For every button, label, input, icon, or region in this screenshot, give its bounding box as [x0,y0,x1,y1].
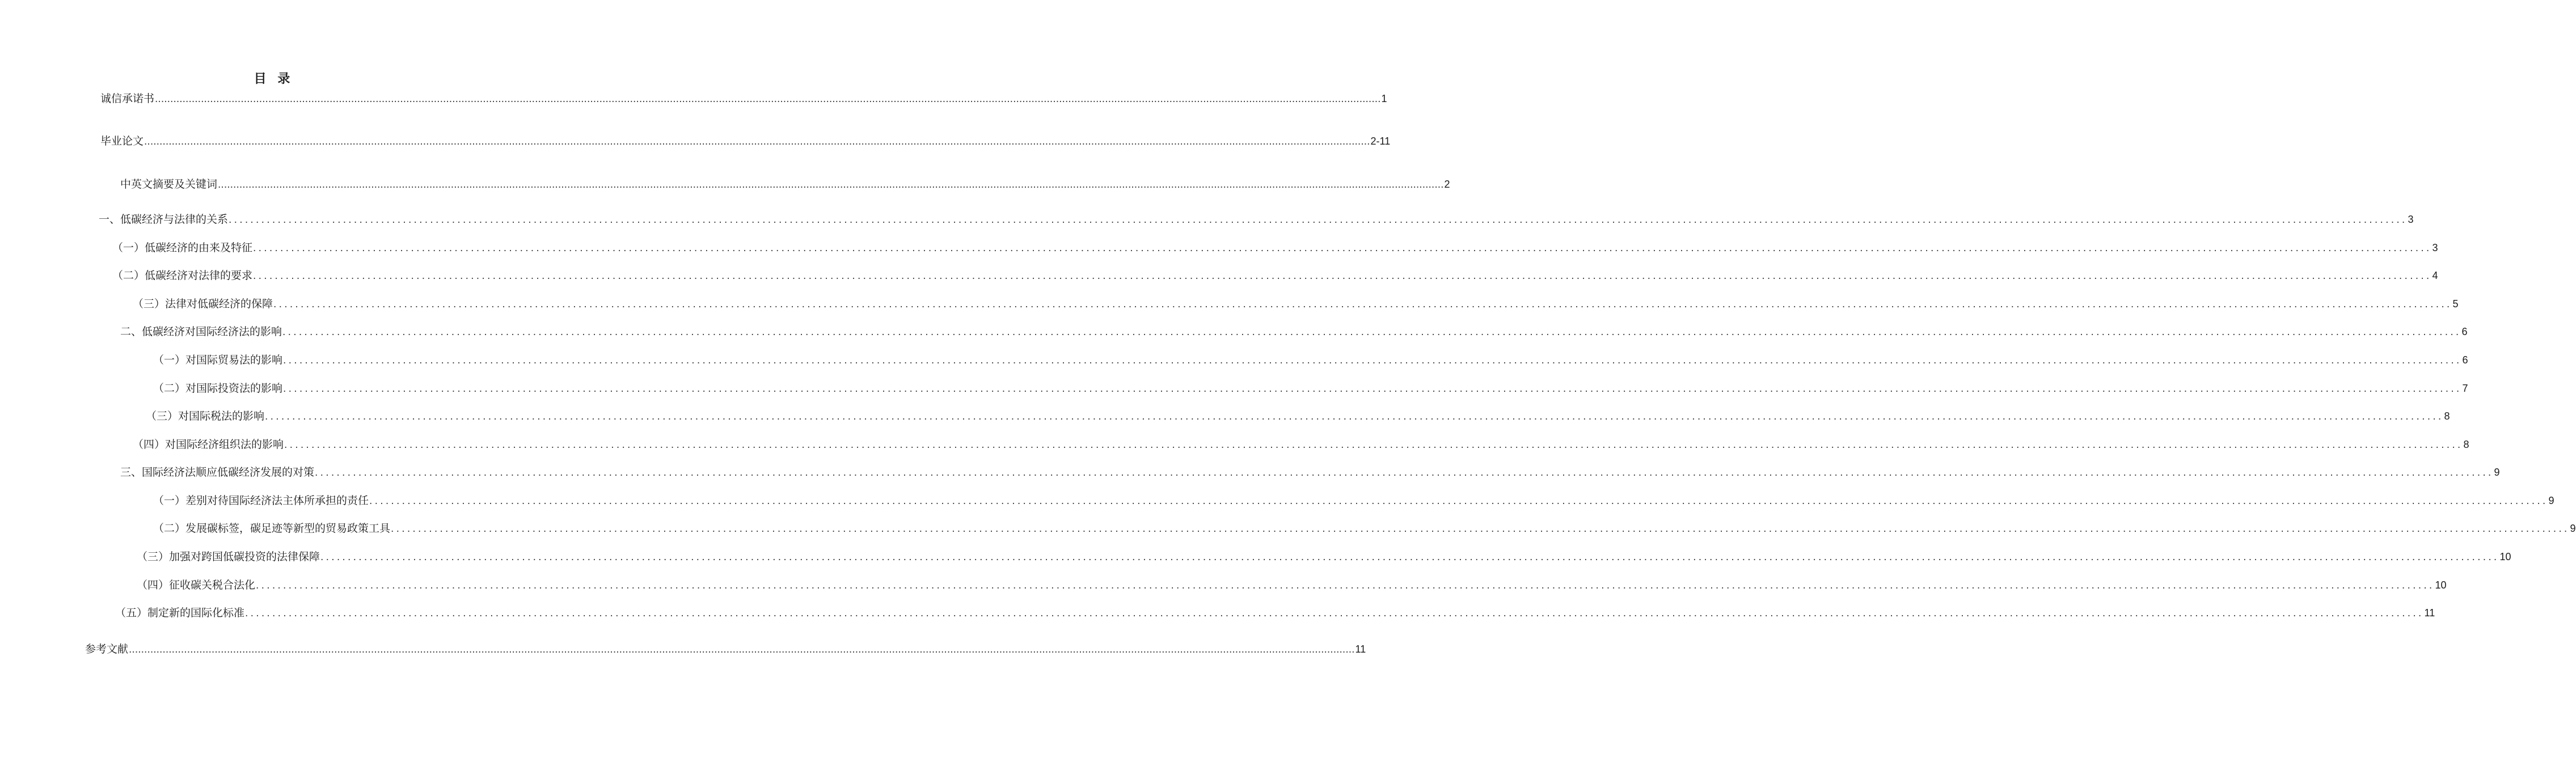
toc-leader: ................................................................................................................................................................................................................................................................................................................................................................................................................ [155,94,1381,105]
toc-leader: ................................................................................................................................................................................................................................................................................................................................................................................................................ [391,523,2570,535]
toc-page-number: 9 [2570,523,2576,534]
toc-leader: ................................................................................................................................................................................................................................................................................................................................................................................................................ [320,552,2499,563]
toc-entry-3-2[interactable] [153,521,2576,536]
toc-leader: ................................................................................................................................................................................................................................................................................................................................................................................................................ [315,467,2494,479]
toc-label: （三）法律对低碳经济的保障 [133,298,273,310]
toc-label: 二、低碳经济对国际经济法的影响 [120,325,282,338]
toc-page-number: 4 [2432,270,2438,281]
toc-leader: ................................................................................................................................................................................................................................................................................................................................................................................................................ [253,243,2432,254]
toc-title: 目 录 [254,72,294,86]
toc-leader: ................................................................................................................................................................................................................................................................................................................................................................................................................ [245,608,2424,619]
toc-entry-3-1[interactable] [153,493,2554,508]
toc-leader: ................................................................................................................................................................................................................................................................................................................................................................................................................ [144,136,1370,147]
toc-leader: ................................................................................................................................................................................................................................................................................................................................................................................................................ [283,355,2462,366]
toc-label: （三）对国际税法的影响 [146,410,265,422]
toc-label: 毕业论文 [100,135,144,147]
toc-leader: ................................................................................................................................................................................................................................................................................................................................................................................................................ [369,496,2548,507]
toc-label: 三、国际经济法顺应低碳经济发展的对策 [120,466,315,479]
toc-label: （二）发展碳标签，碳足迹等新型的贸易政策工具 [153,522,391,535]
toc-label: （二）低碳经济对法律的要求 [112,269,253,282]
toc-label: （一）差别对待国际经济法主体所承担的责任 [153,494,369,507]
toc-leader: ................................................................................................................................................................................................................................................................................................................................................................................................................ [273,299,2452,310]
toc-label: （二）对国际投资法的影响 [153,382,283,395]
toc-leader: ................................................................................................................................................................................................................................................................................................................................................................................................................ [256,580,2435,591]
toc-entry-2-2[interactable] [153,381,2468,396]
toc-entry-chapter-3[interactable] [120,465,2500,480]
toc-label: （四）对国际经济组织法的影响 [133,438,284,451]
toc-label: 诚信承诺书 [100,92,155,105]
toc-page-number: 2-11 [1370,136,1391,147]
toc-page-number: 10 [2435,579,2447,591]
toc-label: （四）征收碳关税合法化 [137,579,256,591]
toc-leader: ................................................................................................................................................................................................................................................................................................................................................................................................................ [129,644,1355,655]
toc-label: （一）低碳经济的由来及特征 [112,242,253,254]
toc-leader: ................................................................................................................................................................................................................................................................................................................................................................................................................ [282,327,2461,338]
toc-page-number: 3 [2408,214,2414,225]
toc-page-number: 3 [2432,242,2438,253]
toc-entry-integrity-pledge[interactable] [100,91,1387,106]
toc-page-number: 10 [2499,551,2511,562]
toc-entry-1-1[interactable] [112,240,2438,255]
toc-entry-2-4[interactable] [133,437,2469,452]
toc-leader: ................................................................................................................................................................................................................................................................................................................................................................................................................ [265,411,2444,422]
toc-page-number: 1 [1381,93,1387,104]
toc-page-number: 6 [2462,354,2468,366]
toc-label: （三）加强对跨国低碳投资的法律保障 [137,551,320,563]
toc-page-number: 2 [1444,179,1450,190]
toc-entry-2-1[interactable] [153,353,2468,367]
toc-entry-1-2[interactable] [112,268,2438,283]
toc-entry-chapter-2[interactable] [120,324,2468,339]
toc-page-number: 5 [2452,298,2459,310]
toc-leader: ................................................................................................................................................................................................................................................................................................................................................................................................................ [253,270,2432,282]
toc-page-number: 9 [2494,467,2500,478]
toc-entry-2-3[interactable] [146,409,2450,424]
toc-entry-3-4[interactable] [137,578,2447,592]
toc-page-number: 8 [2444,410,2450,422]
toc-label: 一、低碳经济与法律的关系 [99,213,229,226]
toc-page-number: 6 [2461,326,2468,337]
toc-page-number: 11 [1355,644,1366,655]
toc-page-number: 7 [2462,383,2468,394]
toc-leader: ................................................................................................................................................................................................................................................................................................................................................................................................................ [218,179,1444,190]
toc-label: 中英文摘要及关键词 [120,178,218,190]
toc-leader: ................................................................................................................................................................................................................................................................................................................................................................................................................ [284,439,2463,451]
toc-page-number: 11 [2424,607,2435,619]
toc-label: 参考文献 [85,643,129,655]
toc-label: （一）对国际贸易法的影响 [153,354,283,366]
toc-label: （五）制定新的国际化标准 [115,607,245,619]
toc-entry-3-5[interactable] [115,606,2435,620]
toc-entry-1-3[interactable] [133,297,2459,311]
toc-page-number: 9 [2548,495,2554,506]
toc-entry-references[interactable] [85,642,1366,657]
toc-entry-thesis[interactable] [100,134,1391,149]
toc-leader: ................................................................................................................................................................................................................................................................................................................................................................................................................ [229,214,2408,226]
toc-leader: ................................................................................................................................................................................................................................................................................................................................................................................................................ [283,383,2462,395]
toc-entry-chapter-1[interactable] [99,212,2414,227]
toc-page-number: 8 [2463,439,2469,450]
toc-entry-abstract[interactable] [120,177,1450,192]
toc-entry-3-3[interactable] [137,549,2511,564]
